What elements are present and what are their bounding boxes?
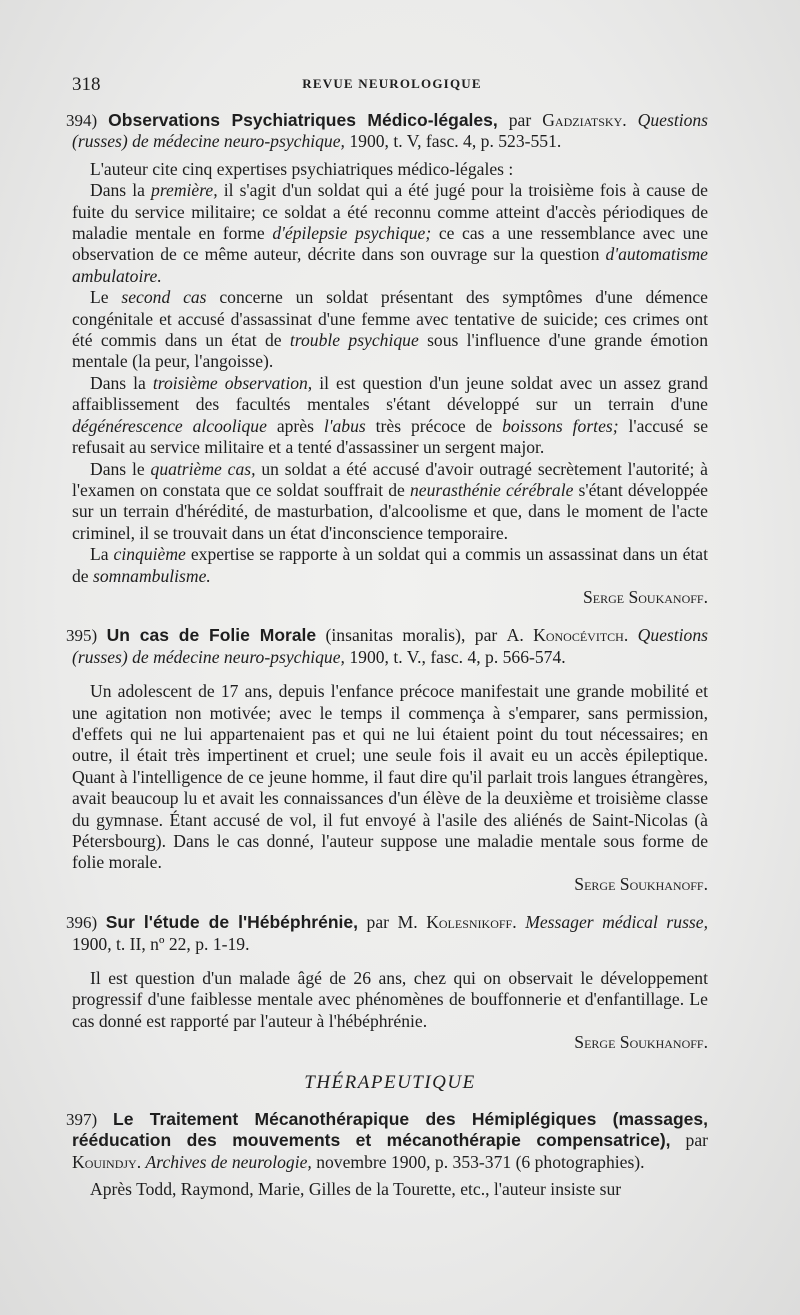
article-number: 395) [66, 626, 98, 646]
reference: novembre 1900, p. 353-371 (6 photographies). [316, 1151, 645, 1172]
paragraph [72, 459, 708, 545]
text-run: l'accusé se refusait au service militaire et a tenté d'assassiner un sergent major. [72, 415, 709, 458]
byline: par [508, 110, 532, 130]
source-journal: Archives de neurologie, [145, 1151, 312, 1172]
paragraph: Il est question d'un malade âgé de 26 ans, chez qui on observait le développement progressif d'une faiblesse mentale avec phénomènes de bouffonnerie et d'enfantillage. Le cas donné est rapporté par l'auteur à l'hébéphrénie. [72, 968, 708, 1031]
article-395-heading [66, 625, 708, 668]
paragraph [72, 373, 708, 459]
page-header [72, 74, 712, 98]
section-heading: THÉRAPEUTIQUE [304, 1071, 476, 1093]
article-397-heading [66, 1109, 709, 1173]
text-run: Le [90, 287, 109, 308]
text-run: s'étant développée sur un terrain d'hérédité, de masturbation, d'alcoolisme et que, dans le moment de l'acte criminel, il se trouvait dans un état d'inconscience temporaire. [72, 479, 708, 543]
text-run: Dans la [90, 180, 145, 201]
emphasis: quatrième cas, [150, 458, 256, 479]
article-number: 396) [66, 913, 98, 933]
paragraph: Après Todd, Raymond, Marie, Gilles de la Tourette, etc., l'auteur insiste sur [90, 1179, 622, 1200]
article-subtitle: (insanitas moralis), par [325, 625, 498, 646]
paragraph [72, 180, 708, 287]
text-run: Dans la [90, 372, 146, 393]
paragraph: L'auteur cite cinq expertises psychiatriques médico-légales : [90, 158, 514, 179]
emphasis: dégénérescence alcoolique [72, 415, 267, 436]
paragraph [72, 544, 708, 587]
article-number: 394) [66, 111, 98, 130]
emphasis: neurasthénie cérébrale [409, 479, 574, 500]
article-title: Sur l'étude de l'Hébéphrénie, [105, 912, 358, 933]
text-run: expertise se rapporte à un soldat qui a commis un assassinat dans un état de [72, 544, 708, 586]
emphasis: boissons fortes; [502, 415, 619, 436]
source-journal: Questions (russes) de médecine neuro-psychique, [72, 110, 709, 152]
article-number: 397) [66, 1110, 98, 1130]
author: Gadziatsky. [542, 110, 627, 130]
article-title: Le Traitement Mécanothérapique des Hémiplégiques (massages, rééducation des mouvements et mécanothérapie compensatrice), [72, 1109, 708, 1151]
text-run: après [276, 415, 314, 436]
emphasis: cinquième [113, 544, 186, 565]
text-run: il s'agit d'un soldat qui a été jugé pour la troisième fois à cause de fuite du service militaire; ce soldat a été reconnu comme atteint d'accès périodiques de maladie mentale en forme [72, 180, 708, 244]
text-column [66, 110, 709, 1201]
emphasis: d'automatisme ambulatoire. [72, 244, 708, 286]
running-title: REVUE NEUROLOGIQUE [302, 76, 482, 91]
byline: par M. [366, 912, 418, 933]
text-run: concerne un soldat présentant des symptômes d'une démence congénitale et accusé d'assassinat d'une femme avec tentative de suicide; ces crimes ont été commis dans un état de [72, 287, 708, 351]
source-journal: Questions (russes) de médecine neuro-psychique, [72, 625, 708, 667]
reference: 1900, t. II, nº 22, p. 1-19. [72, 933, 250, 954]
text-run: très précoce de [375, 415, 493, 436]
text-run: sous l'influence d'une grande émotion mentale (la peur, l'angoisse). [72, 330, 708, 372]
text-run: La [90, 544, 109, 565]
reference: 1900, t. V., fasc. 4, p. 566-574. [349, 646, 566, 667]
emphasis: première, [151, 180, 218, 201]
signature: Serge Soukhanoff. [574, 1032, 708, 1053]
author: Kouindjy. [72, 1151, 142, 1172]
author: Kolesnikoff. [426, 912, 517, 933]
emphasis: troisième observation, [152, 372, 313, 393]
byline: par [685, 1130, 709, 1151]
article-title: Observations Psychiatriques Médico-légales, [108, 110, 498, 130]
reference: 1900, t. V, fasc. 4, p. 523-551. [349, 131, 562, 152]
text-run: Dans le [90, 458, 145, 479]
emphasis: trouble psychique [289, 330, 419, 351]
emphasis: somnambulisme. [93, 565, 211, 586]
paragraph: Un adolescent de 17 ans, depuis l'enfance précoce manifestait une grande mobilité et une agitation non motivée; avec le temps il commença à s'emparer, sans permission, d'effets qui ne lui appartenaient pas et qui ne lui étaient point du tout nécessaires; en outre, il était très impertinent et cruel; une seule fois il avait eu un accès épileptique. Quant à l'intelligence de ce jeune homme, il faut dire qu'il parlait trois langues étrangères, avait beaucoup lu et avait les connaissances d'un élève de la deuxième et troisième classe du gymnase. Étant accusé de vol, il fut envoyé à l'asile des aliénés de Saint-Nicolas (à Pétersbourg). Dans le cas donné, l'auteur suppose une maladie mentale sous forme de folie morale. [72, 681, 708, 873]
paragraph [72, 287, 708, 373]
page-number: 318 [72, 74, 101, 95]
author: A. Konocévitch. [506, 625, 629, 646]
text-run: ce cas a une ressemblance avec une observation de ce même auteur, décrite dans son ouvrage sur la question [72, 223, 708, 265]
signature: Serge Soukanoff. [582, 586, 708, 607]
text-run: il est question d'un jeune soldat avec un assez grand affaiblissement des facultés mentales s'étant développé sur un terrain d'une [72, 372, 708, 415]
emphasis: l'abus [323, 415, 366, 436]
article-396-heading [66, 912, 708, 955]
signature: Serge Soukhanoff. [574, 873, 708, 894]
emphasis: d'épilepsie psychique; [272, 223, 432, 244]
source-journal: Messager médical russe, [525, 912, 708, 933]
text-run: un soldat a été accusé d'avoir outragé secrètement l'autorité; à l'examen on constata que ce soldat souffrait de [72, 458, 708, 500]
article-394-heading [66, 110, 709, 153]
emphasis: second cas [121, 287, 207, 308]
article-title: Un cas de Folie Morale [106, 625, 317, 646]
